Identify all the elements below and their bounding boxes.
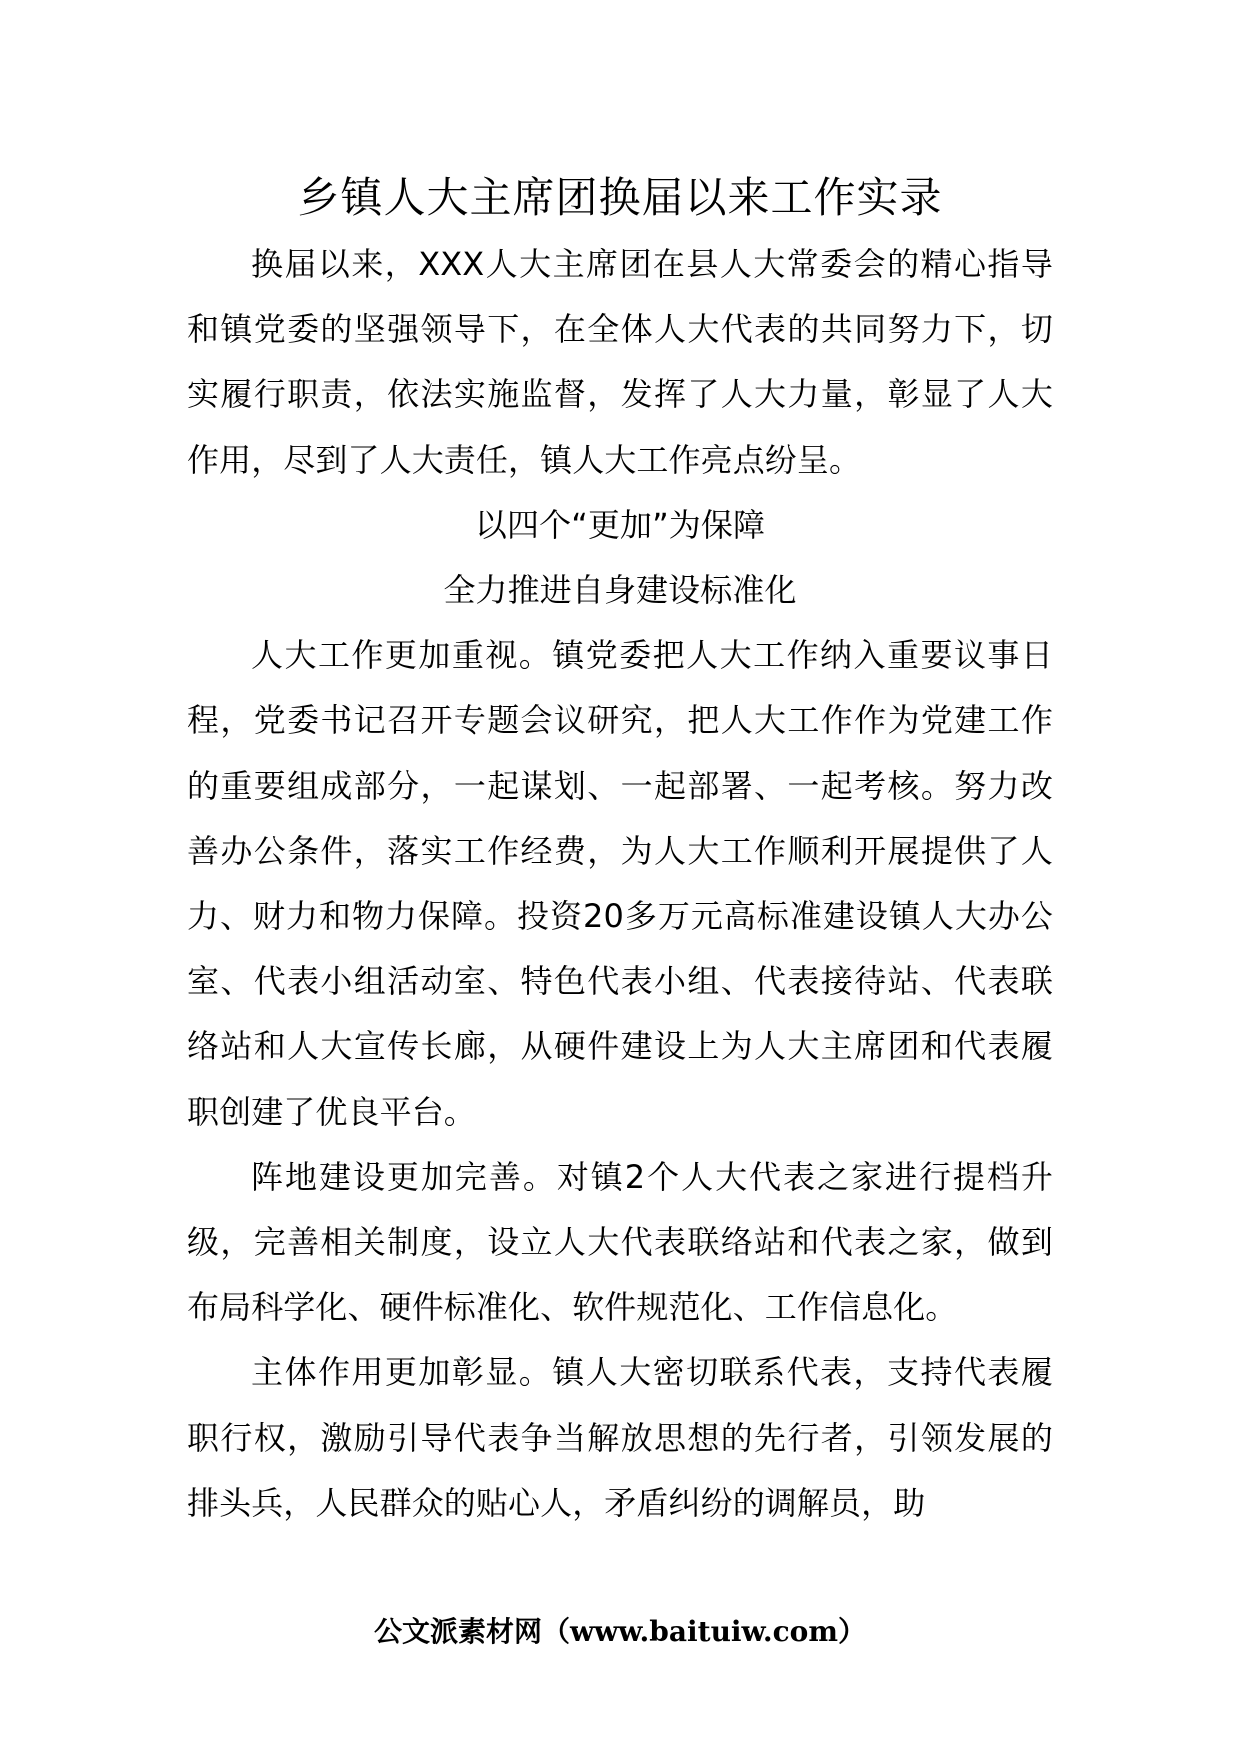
paragraph-work-attention: 人大工作更加重视。镇党委把人大工作纳入重要议事日程，党委书记召开专题会议研究，把人大工作作为党建工作的重要组成部分，一起谋划、一起部署、一起考核。努力改善办公条件，落实工作经费，为人大工作顺利开展提供了人力、财力和物力保障。投资20多万元高标准建设镇人大办公室、代表小组活动室、特色代表小组、代表接待站、代表联络站和人大宣传长廊，从硬件建设上为人大主席团和代表履职创建了优良平台。 (187, 636, 1053, 1131)
section-heading-line-2: 全力推进自身建设标准化 (443, 571, 797, 610)
paragraph-intro: 换届以来，XXX人大主席团在县人大常委会的精心指导和镇党委的坚强领导下，在全体人大代表的共同努力下，切实履行职责，依法实施监督，发挥了人大力量，彰显了人大作用，尽到了人大责任，镇人大工作亮点纷呈。 (187, 245, 1053, 479)
section-heading-line-1: 以四个“更加”为保障 (474, 505, 766, 544)
document-body (187, 232, 1053, 1536)
paragraph-main-role: 主体作用更加彰显。镇人大密切联系代表，支持代表履职行权，激励引导代表争当解放思想的先行者，引领发展的排头兵，人民群众的贴心人，矛盾纠纷的调解员，助 (187, 1353, 1053, 1522)
paragraph-position-building: 阵地建设更加完善。对镇2个人大代表之家进行提档升级，完善相关制度，设立人大代表联络站和代表之家，做到布局科学化、硬件标准化、软件规范化、工作信息化。 (187, 1157, 1053, 1327)
document-title: 乡镇人大主席团换届以来工作实录 (297, 173, 943, 222)
source-watermark-footer: 公文派素材网（www.baituiw.com） (374, 1615, 866, 1648)
